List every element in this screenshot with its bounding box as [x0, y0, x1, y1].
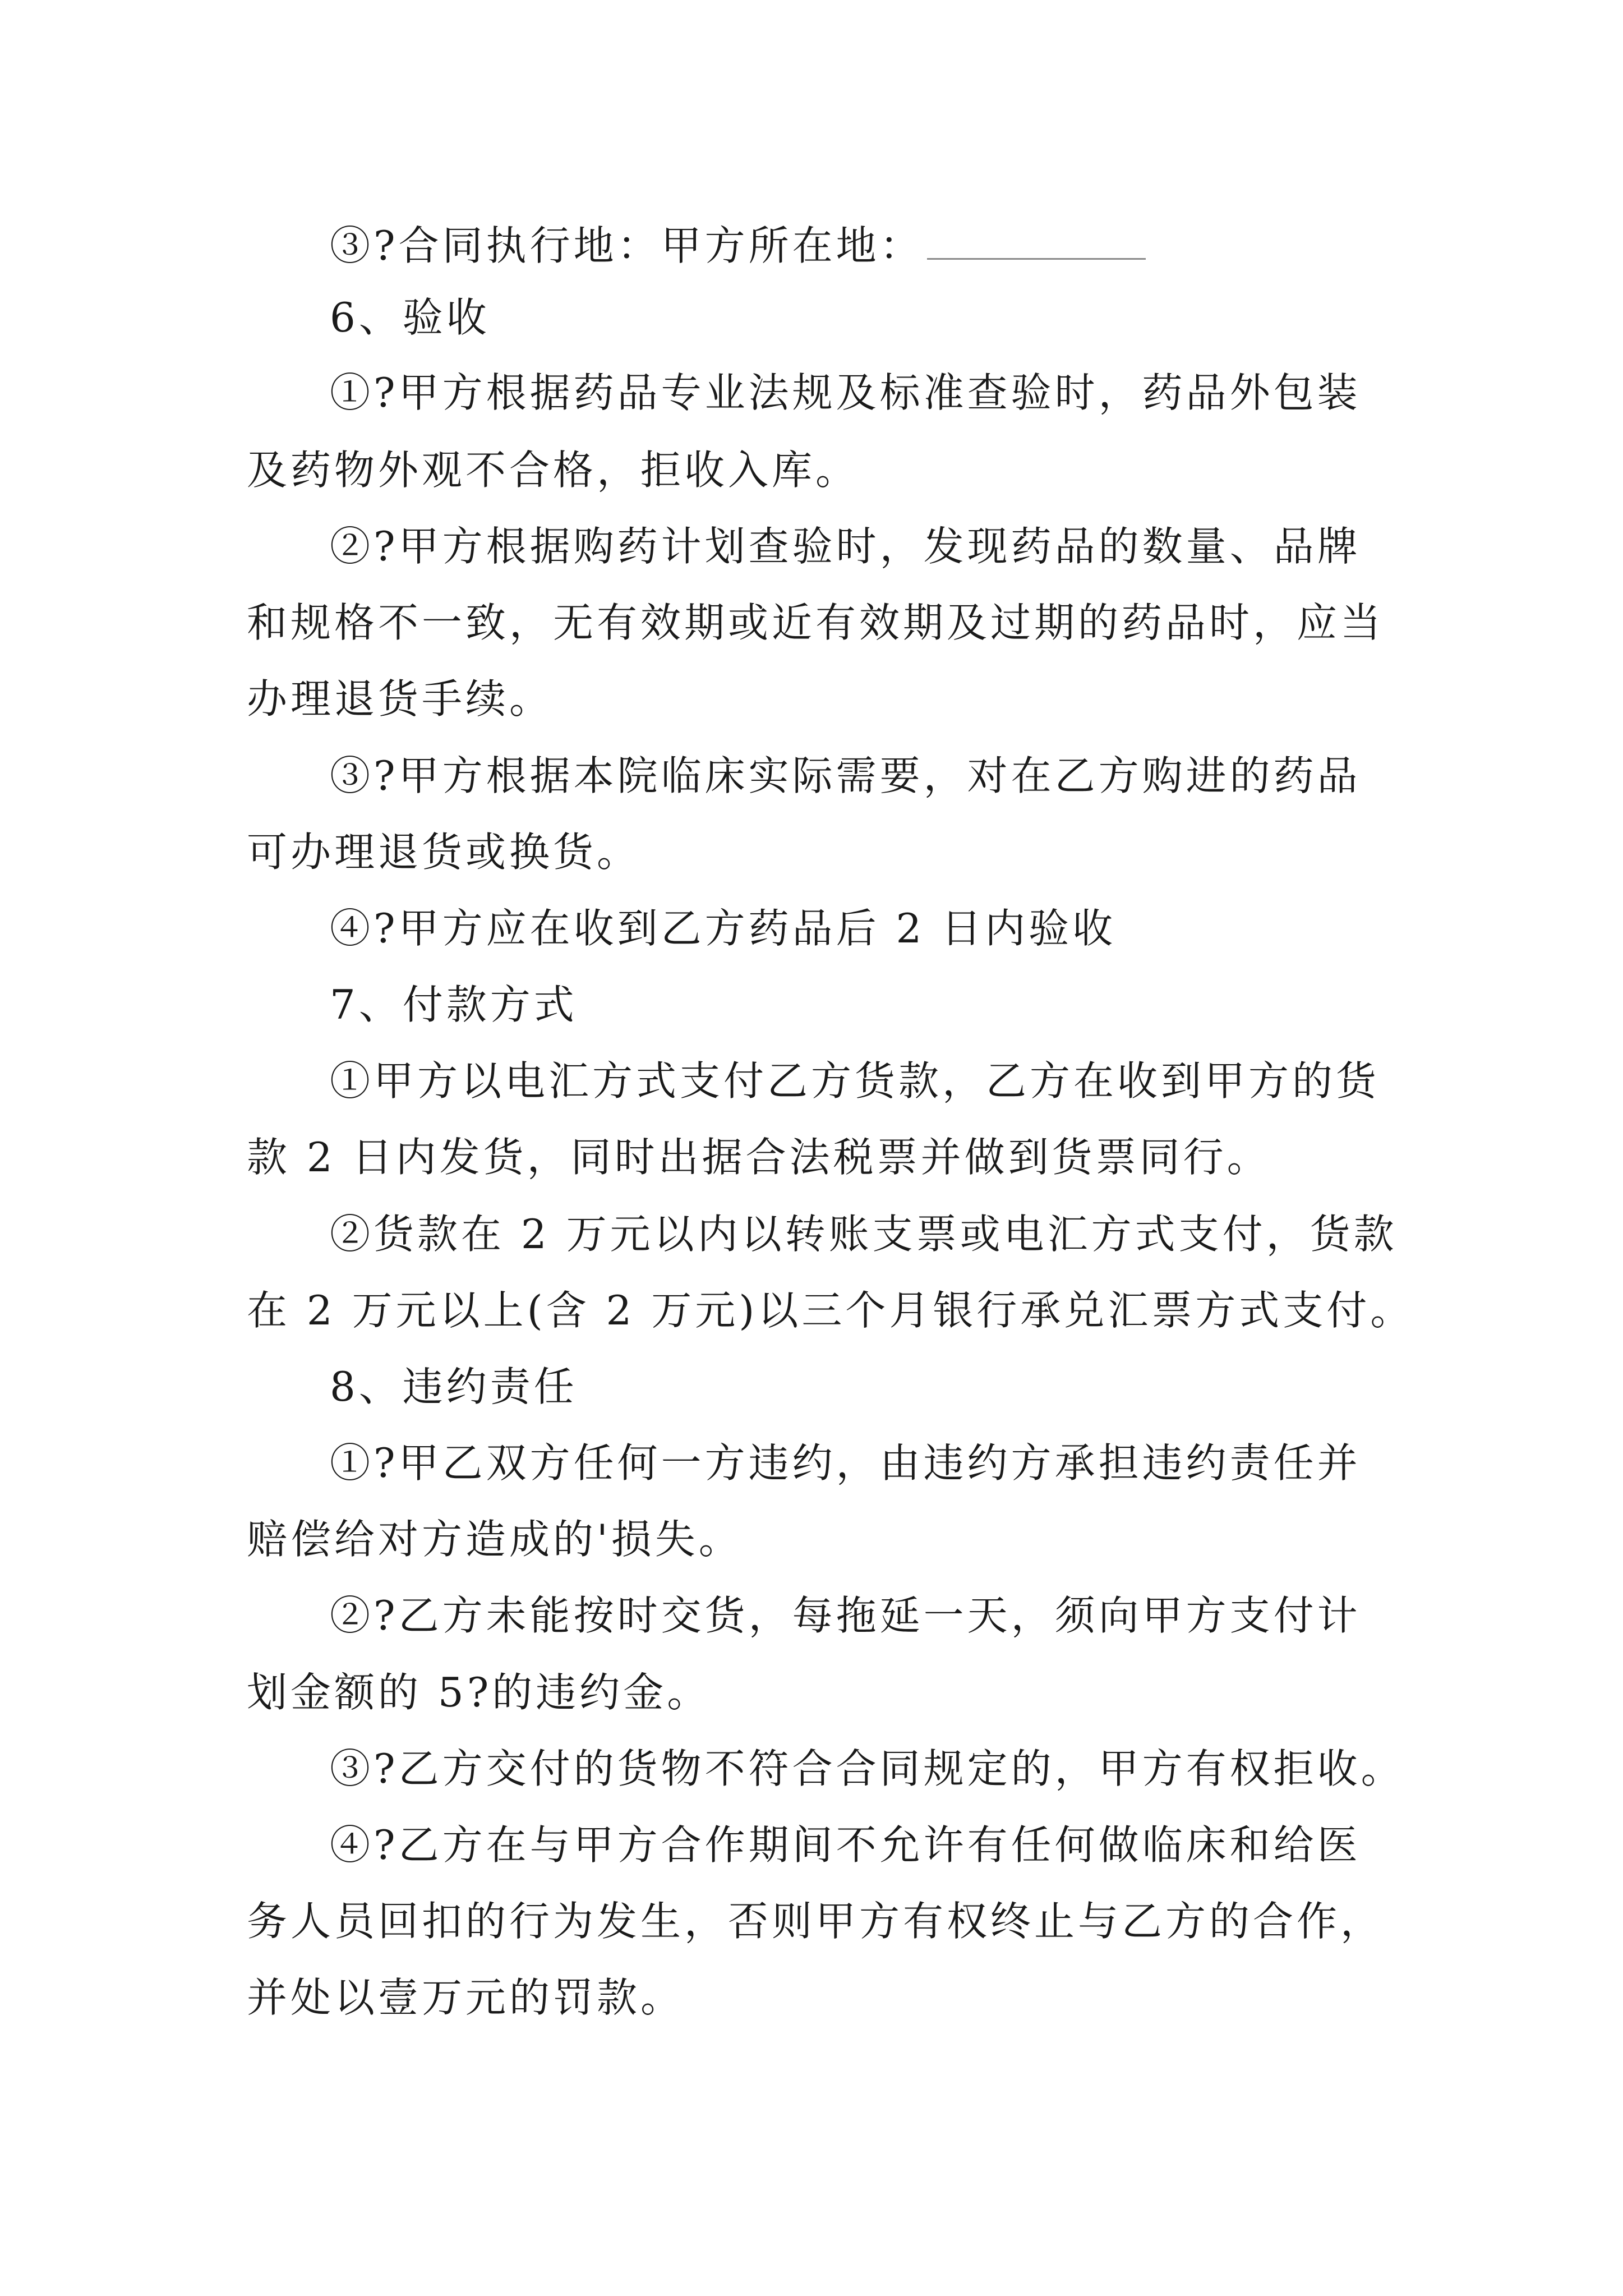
fill-in-blank [927, 257, 1146, 260]
clause-7-1-line-2: 款 2 日内发货，同时出据合法税票并做到货票同行。 [247, 1134, 1271, 1181]
clause-5-3-text: ③?合同执行地：甲方所在地： [330, 222, 924, 269]
clause-6-1-line-2: 及药物外观不合格，拒收入库。 [247, 447, 860, 494]
clause-8-4-line-2: 务人员回扣的行为发生，否则甲方有权终止与乙方的合作， [247, 1898, 1385, 1945]
clause-5-3-line [330, 219, 1146, 273]
clause-8-2-line-2: 划金额的 5?的违约金。 [247, 1669, 711, 1716]
section-6-heading: 6、验收 [330, 294, 490, 341]
clause-6-2-line-1: ②?甲方根据购药计划查验时，发现药品的数量、品牌 [330, 523, 1361, 570]
section-7-heading: 7、付款方式 [330, 981, 578, 1028]
clause-6-3-line-2: 可办理退货或换货。 [247, 829, 641, 876]
section-8-heading: 8、违约责任 [330, 1363, 578, 1410]
clause-6-2-line-2: 和规格不一致，无有效期或近有效期及过期的药品时，应当 [247, 599, 1385, 646]
clause-6-1-line-1: ①?甲方根据药品专业法规及标准查验时，药品外包装 [330, 369, 1361, 416]
clause-7-2-line-2: 在 2 万元以上(含 2 万元)以三个月银行承兑汇票方式支付。 [247, 1287, 1414, 1334]
clause-8-4-line-3: 并处以壹万元的罚款。 [247, 1974, 685, 2021]
clause-7-2-line-1: ②货款在 2 万元以内以转账支票或电汇方式支付，货款 [330, 1211, 1398, 1258]
clause-8-4-line-1: ④?乙方在与甲方合作期间不允许有任何做临床和给医 [330, 1821, 1361, 1869]
clause-6-2-line-3: 办理退货手续。 [247, 675, 554, 723]
clause-8-1-line-2: 赔偿给对方造成的'损失。 [247, 1516, 743, 1563]
clause-7-1-line-1: ①甲方以电汇方式支付乙方货款，乙方在收到甲方的货 [330, 1057, 1380, 1105]
clause-8-1-line-1: ①?甲乙双方任何一方违约，由违约方承担违约责任并 [330, 1439, 1361, 1487]
clause-6-3-line-1: ③?甲方根据本院临床实际需要，对在乙方购进的药品 [330, 752, 1361, 799]
clause-6-4-line: ④?甲方应在收到乙方药品后 2 日内验收 [330, 905, 1117, 952]
clause-8-2-line-1: ②?乙方未能按时交货，每拖延一天，须向甲方支付计 [330, 1592, 1361, 1639]
clause-8-3-line: ③?乙方交付的货物不符合合同规定的，甲方有权拒收。 [330, 1745, 1405, 1792]
